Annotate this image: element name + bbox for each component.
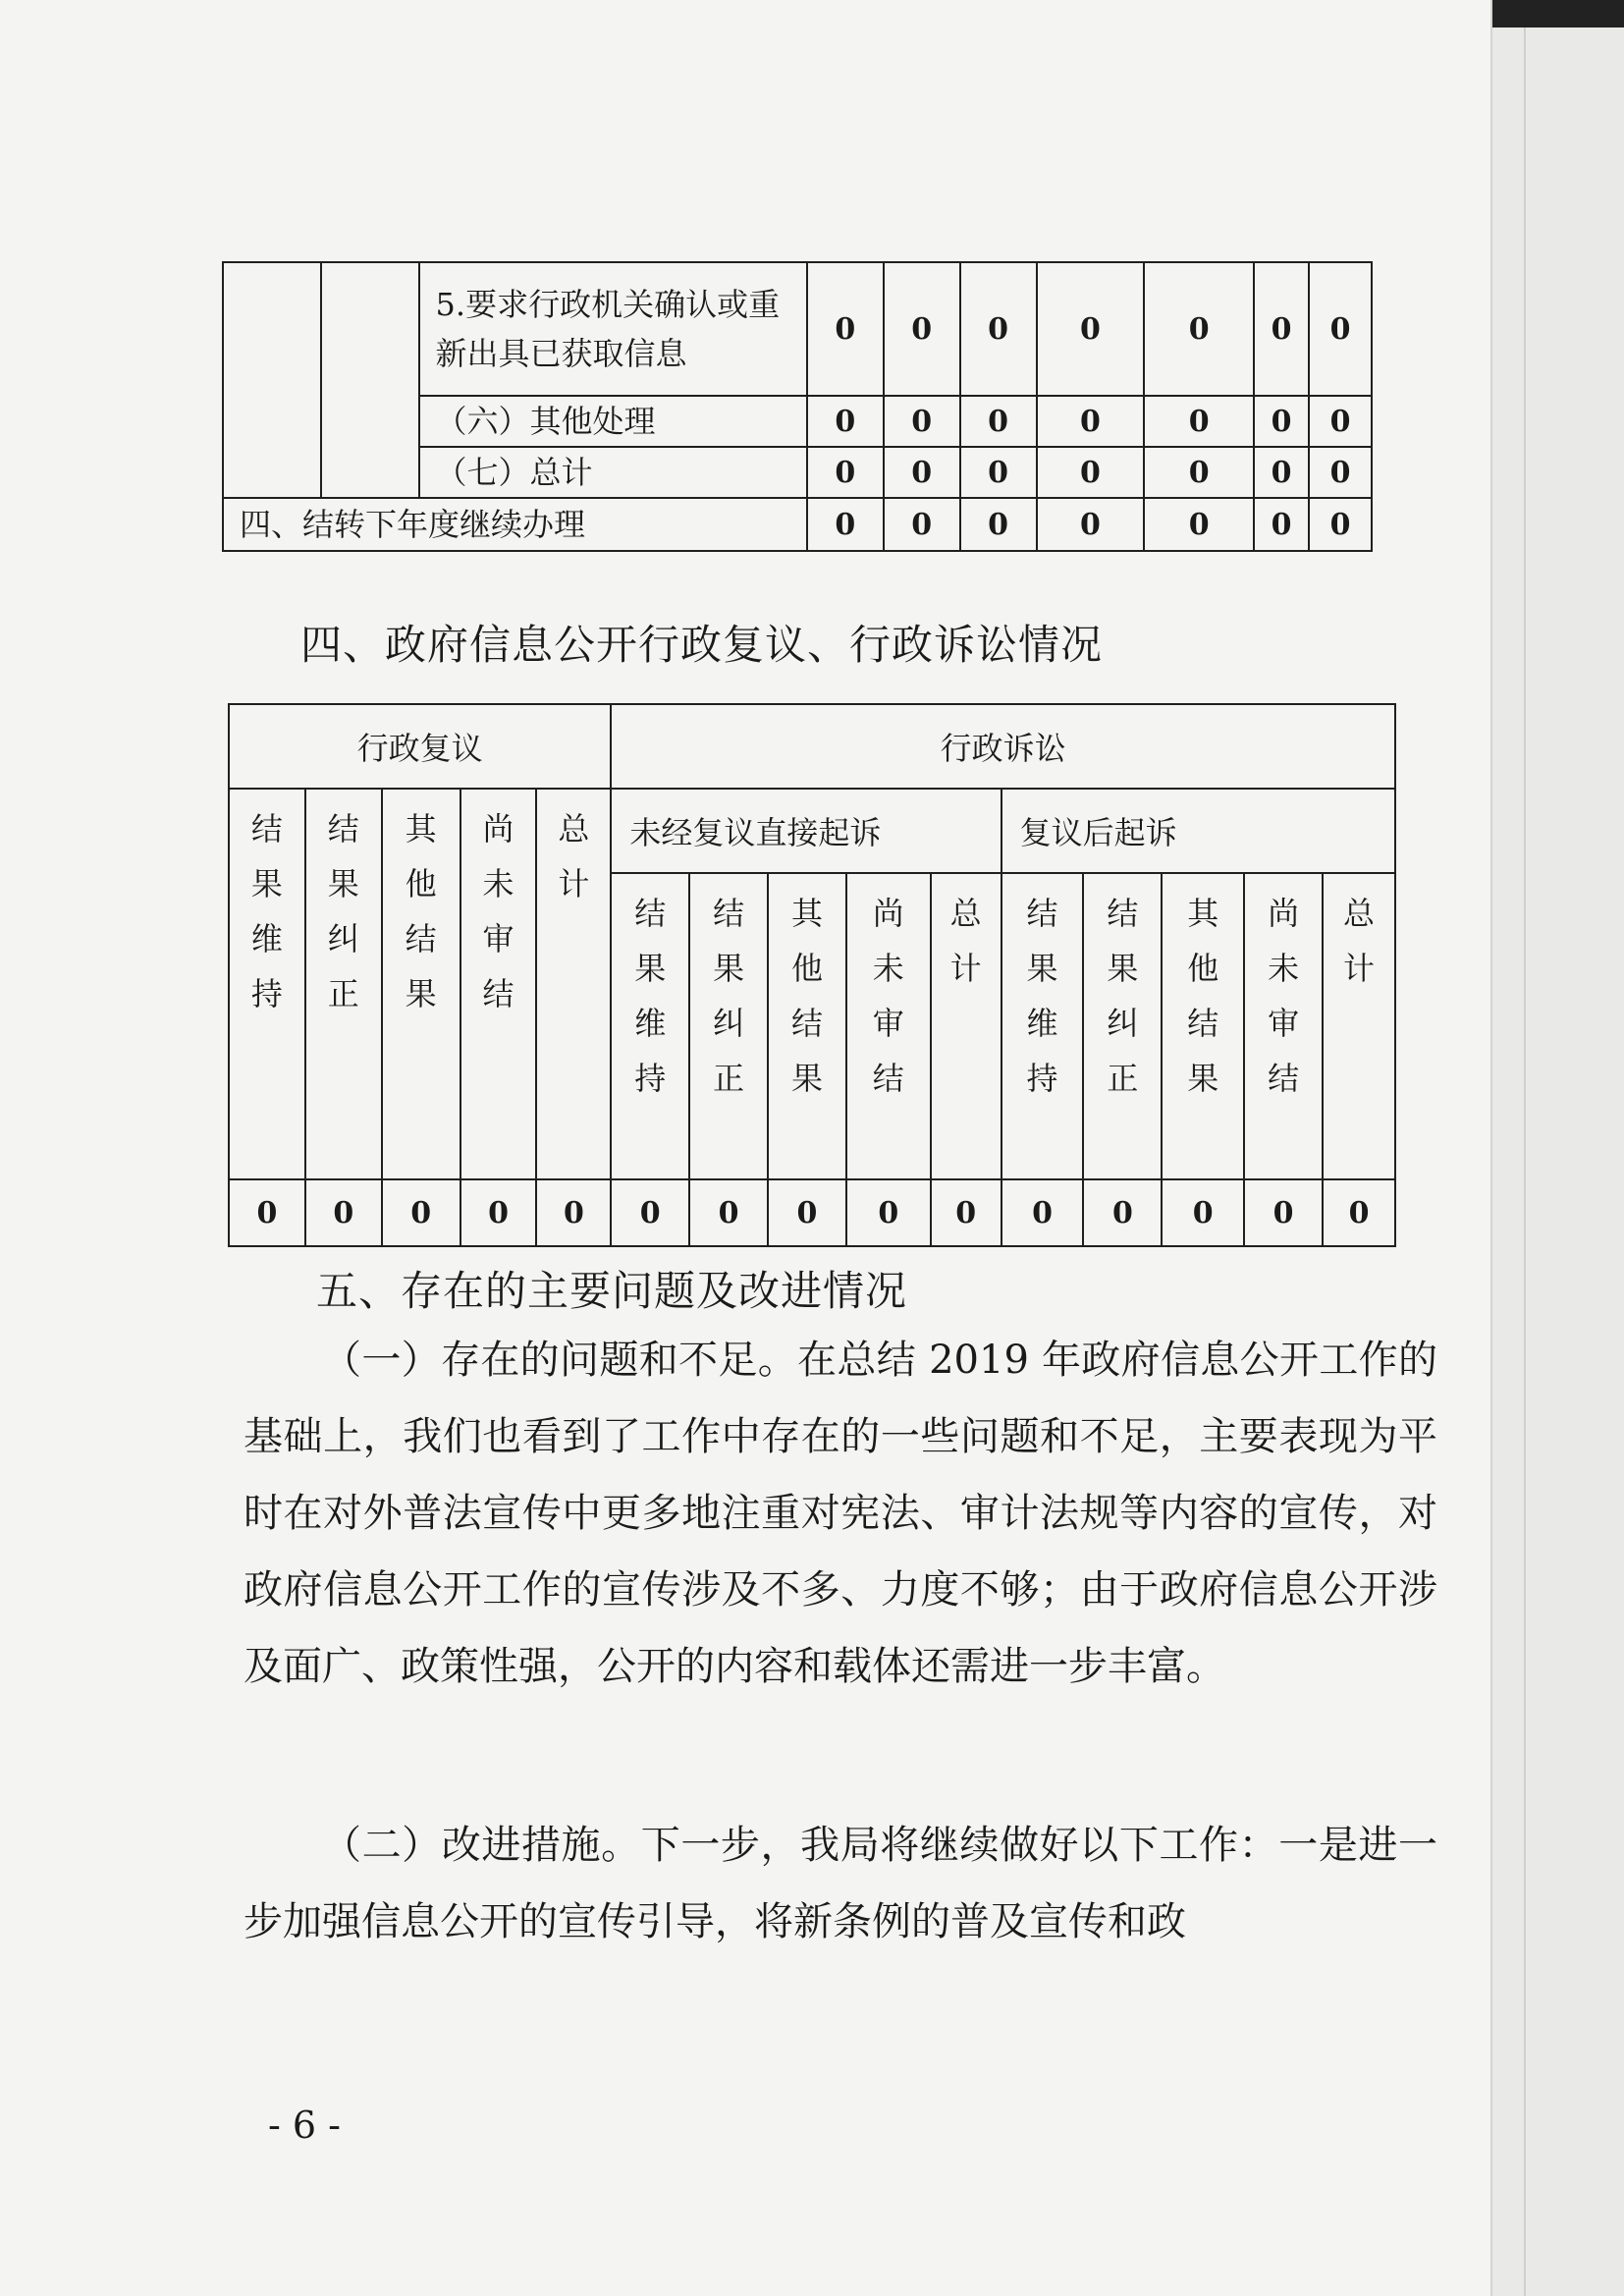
value-cell: 0: [1037, 396, 1145, 447]
column-header: [460, 789, 537, 1179]
review-litigation-table: [228, 703, 1396, 1247]
value-cell: 0: [884, 396, 960, 447]
column-header: [689, 873, 768, 1179]
value-cell: 0: [229, 1179, 305, 1246]
value-cell: 0: [1254, 447, 1309, 498]
column-header-label: 其 他 结 果: [1187, 895, 1219, 1097]
table-row: [223, 262, 1372, 396]
column-header-label: 总 计: [949, 895, 982, 987]
column-header: [536, 789, 611, 1179]
column-header: [1001, 873, 1084, 1179]
value-cell: 0: [536, 1179, 611, 1246]
column-header: [382, 789, 460, 1179]
value-cell: 0: [1309, 498, 1372, 551]
value-cell: 0: [689, 1179, 768, 1246]
value-cell: 0: [960, 396, 1037, 447]
value-cell: 0: [305, 1179, 382, 1246]
column-header: [931, 873, 1001, 1179]
value-cell: 0: [1323, 1179, 1395, 1246]
scan-corner-mark: [1492, 0, 1624, 27]
disposal-table: [222, 261, 1373, 552]
column-header-label: 尚 未 审 结: [1268, 895, 1300, 1097]
value-cell: 0: [1309, 447, 1372, 498]
after-review-header: 复议后起诉: [1001, 789, 1395, 873]
value-cell: 0: [1162, 1179, 1244, 1246]
row-label: （六）其他处理: [419, 396, 807, 447]
column-header-label: 尚 未 审 结: [872, 895, 904, 1097]
value-cell: 0: [768, 1179, 846, 1246]
value-cell: 0: [1037, 262, 1145, 396]
row-label: 5.要求行政机关确认或重新出具已获取信息: [419, 262, 807, 396]
direct-suit-header: 未经复议直接起诉: [611, 789, 1001, 873]
value-cell: 0: [884, 498, 960, 551]
empty-cell: [321, 262, 419, 498]
admin-litigation-header: 行政诉讼: [611, 704, 1395, 789]
admin-review-header: 行政复议: [229, 704, 611, 789]
value-cell: 0: [1309, 396, 1372, 447]
paragraph-problems: （一）存在的问题和不足。在总结 2019 年政府信息公开工作的基础上，我们也看到了工作中存在的一些问题和不足，主要表现为平时在对外普法宣传中更多地注重对宪法、审计法规等内容的宣传，对政府信息公开工作的宣传涉及不多、力度不够；由于政府信息公开涉及面广、政策性强，公开的内容和载体还需进一步丰富。: [244, 1338, 1437, 1689]
scan-line: [1524, 0, 1526, 2296]
row-label: （七）总计: [419, 447, 807, 498]
value-cell: 0: [1254, 396, 1309, 447]
column-header: [229, 789, 305, 1179]
paragraph-improvements: （二）改进措施。下一步，我局将继续做好以下工作：一是进一步加强信息公开的宣传引导，将新条例的普及宣传和政: [244, 1823, 1437, 1944]
value-cell: 0: [1037, 447, 1145, 498]
value-cell: 0: [1144, 447, 1254, 498]
column-header: [1244, 873, 1323, 1179]
column-header-label: 结 果 纠 正: [713, 895, 745, 1097]
column-header-label: 结 果 维 持: [250, 810, 283, 1012]
empty-cell: [223, 262, 321, 498]
value-cell: 0: [807, 396, 884, 447]
table-row: [223, 498, 1372, 551]
value-cell: 0: [846, 1179, 931, 1246]
value-cell: 0: [1144, 396, 1254, 447]
value-cell: 0: [807, 262, 884, 396]
column-header: [1162, 873, 1244, 1179]
value-cell: 0: [1254, 262, 1309, 396]
value-cell: 0: [1083, 1179, 1162, 1246]
column-header-label: 结 果 纠 正: [1107, 895, 1139, 1097]
value-cell: 0: [884, 262, 960, 396]
column-header-label: 结 果 维 持: [1026, 895, 1058, 1097]
column-header-label: 结 果 维 持: [634, 895, 667, 1097]
value-cell: 0: [960, 447, 1037, 498]
value-cell: 0: [1309, 262, 1372, 396]
column-header-label: 结 果 纠 正: [327, 810, 359, 1012]
column-header: [611, 873, 689, 1179]
value-cell: 0: [1244, 1179, 1323, 1246]
value-cell: 0: [1144, 262, 1254, 396]
column-header-label: 总 计: [1343, 895, 1376, 987]
column-header: [846, 873, 931, 1179]
value-cell: 0: [460, 1179, 537, 1246]
value-cell: 0: [960, 498, 1037, 551]
value-cell: 0: [1144, 498, 1254, 551]
table-row: [229, 789, 1395, 873]
value-cell: 0: [1037, 498, 1145, 551]
row-label: 四、结转下年度继续办理: [223, 498, 807, 551]
column-header-label: 其 他 结 果: [405, 810, 437, 1012]
value-cell: 0: [1254, 498, 1309, 551]
value-cell: 0: [382, 1179, 460, 1246]
section-5-title: 五、存在的主要问题及改进情况: [316, 1267, 908, 1315]
value-cell: 0: [931, 1179, 1001, 1246]
column-header: [768, 873, 846, 1179]
table-row: [229, 1179, 1395, 1246]
column-header-label: 总 计: [558, 810, 590, 902]
value-cell: 0: [884, 447, 960, 498]
column-header-label: 其 他 结 果: [790, 895, 823, 1097]
column-header: [1323, 873, 1395, 1179]
value-cell: 0: [960, 262, 1037, 396]
value-cell: 0: [807, 498, 884, 551]
value-cell: 0: [1001, 1179, 1084, 1246]
value-cell: 0: [807, 447, 884, 498]
column-header: [1083, 873, 1162, 1179]
column-header: [305, 789, 382, 1179]
page-number: - 6 -: [267, 2104, 341, 2147]
column-header-label: 尚 未 审 结: [482, 810, 514, 1012]
section-4-title: 四、政府信息公开行政复议、行政诉讼情况: [300, 621, 1104, 669]
scan-edge: [1490, 0, 1624, 2296]
table-row: [229, 704, 1395, 789]
value-cell: 0: [611, 1179, 689, 1246]
